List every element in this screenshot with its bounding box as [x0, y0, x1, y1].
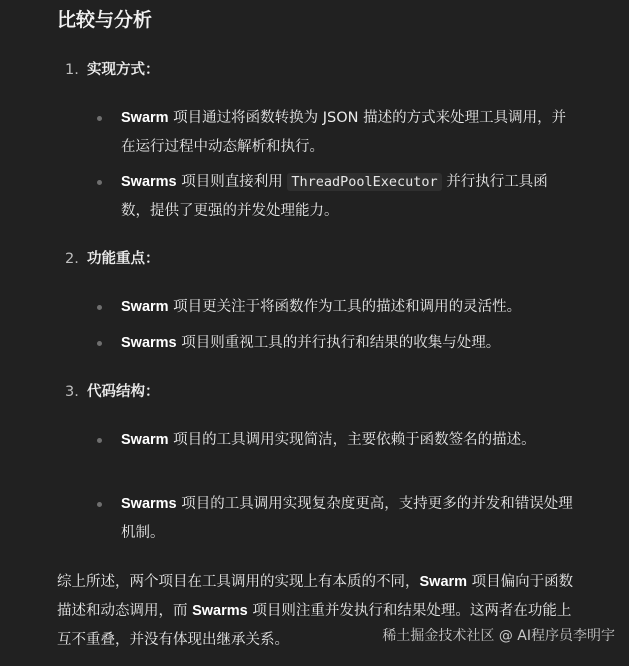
list-item	[121, 329, 576, 358]
project-name: Swarm	[419, 574, 468, 590]
list-item	[121, 104, 576, 162]
summary-text: 项目偏向于函数描述和动态调用，而	[57, 574, 574, 619]
item-number: 3.	[65, 384, 79, 400]
bullet-dot-icon	[97, 108, 105, 128]
summary-text: 综上所述，两个项目在工具调用的实现上有本质的不同，	[57, 574, 420, 590]
item-number: 2.	[65, 251, 79, 267]
list-item-text: 项目则重视工具的并行执行和结果的收集与处理。	[176, 335, 501, 351]
item-title: 代码结构：	[87, 384, 160, 400]
summary-text: 项目则注重并发执行和结果处理。这两者在功能上互不重叠，并没有体现出继承关系。	[57, 603, 572, 648]
ordered-item-focus	[65, 249, 160, 269]
list-item-text: 项目更关注于将函数作为工具的描述和调用的灵活性。	[168, 299, 522, 315]
list-item	[121, 426, 576, 455]
list-item-text: 并行执行工具函数，提供了更强的并发处理能力。	[121, 174, 548, 219]
ordered-item-implementation	[65, 60, 160, 80]
project-name: Swarm	[121, 432, 169, 448]
bullet-dot-icon	[97, 430, 105, 450]
ordered-item-structure	[65, 382, 160, 402]
item-title: 实现方式：	[87, 62, 160, 78]
bullet-dot-icon	[97, 297, 105, 317]
bullet-dot-icon	[97, 333, 105, 353]
item-number: 1.	[65, 62, 79, 78]
watermark: 稀土掘金技术社区 @ AI程序员李明宇	[382, 628, 615, 644]
bullet-dot-icon	[97, 172, 105, 192]
bullet-dot-icon	[97, 494, 105, 514]
list-item-text: 项目通过将函数转换为 JSON 描述的方式来处理工具调用，并在运行过程中动态解析和执行。	[121, 110, 567, 155]
list-item	[121, 490, 576, 548]
project-name: Swarms	[121, 174, 177, 190]
project-name: Swarms	[192, 603, 248, 619]
inline-code: ThreadPoolExecutor	[287, 173, 441, 191]
list-item	[121, 293, 576, 322]
list-item-text: 项目的工具调用实现复杂度更高，支持更多的并发和错误处理机制。	[121, 496, 573, 541]
project-name: Swarm	[121, 110, 169, 126]
list-item	[121, 168, 576, 226]
item-title: 功能重点：	[87, 251, 160, 267]
project-name: Swarm	[121, 299, 169, 315]
project-name: Swarms	[121, 335, 177, 351]
section-heading: 比较与分析	[57, 9, 153, 31]
list-item-text: 项目则直接利用	[176, 174, 288, 190]
list-item-text: 项目的工具调用实现简洁，主要依赖于函数签名的描述。	[168, 432, 536, 448]
project-name: Swarms	[121, 496, 177, 512]
